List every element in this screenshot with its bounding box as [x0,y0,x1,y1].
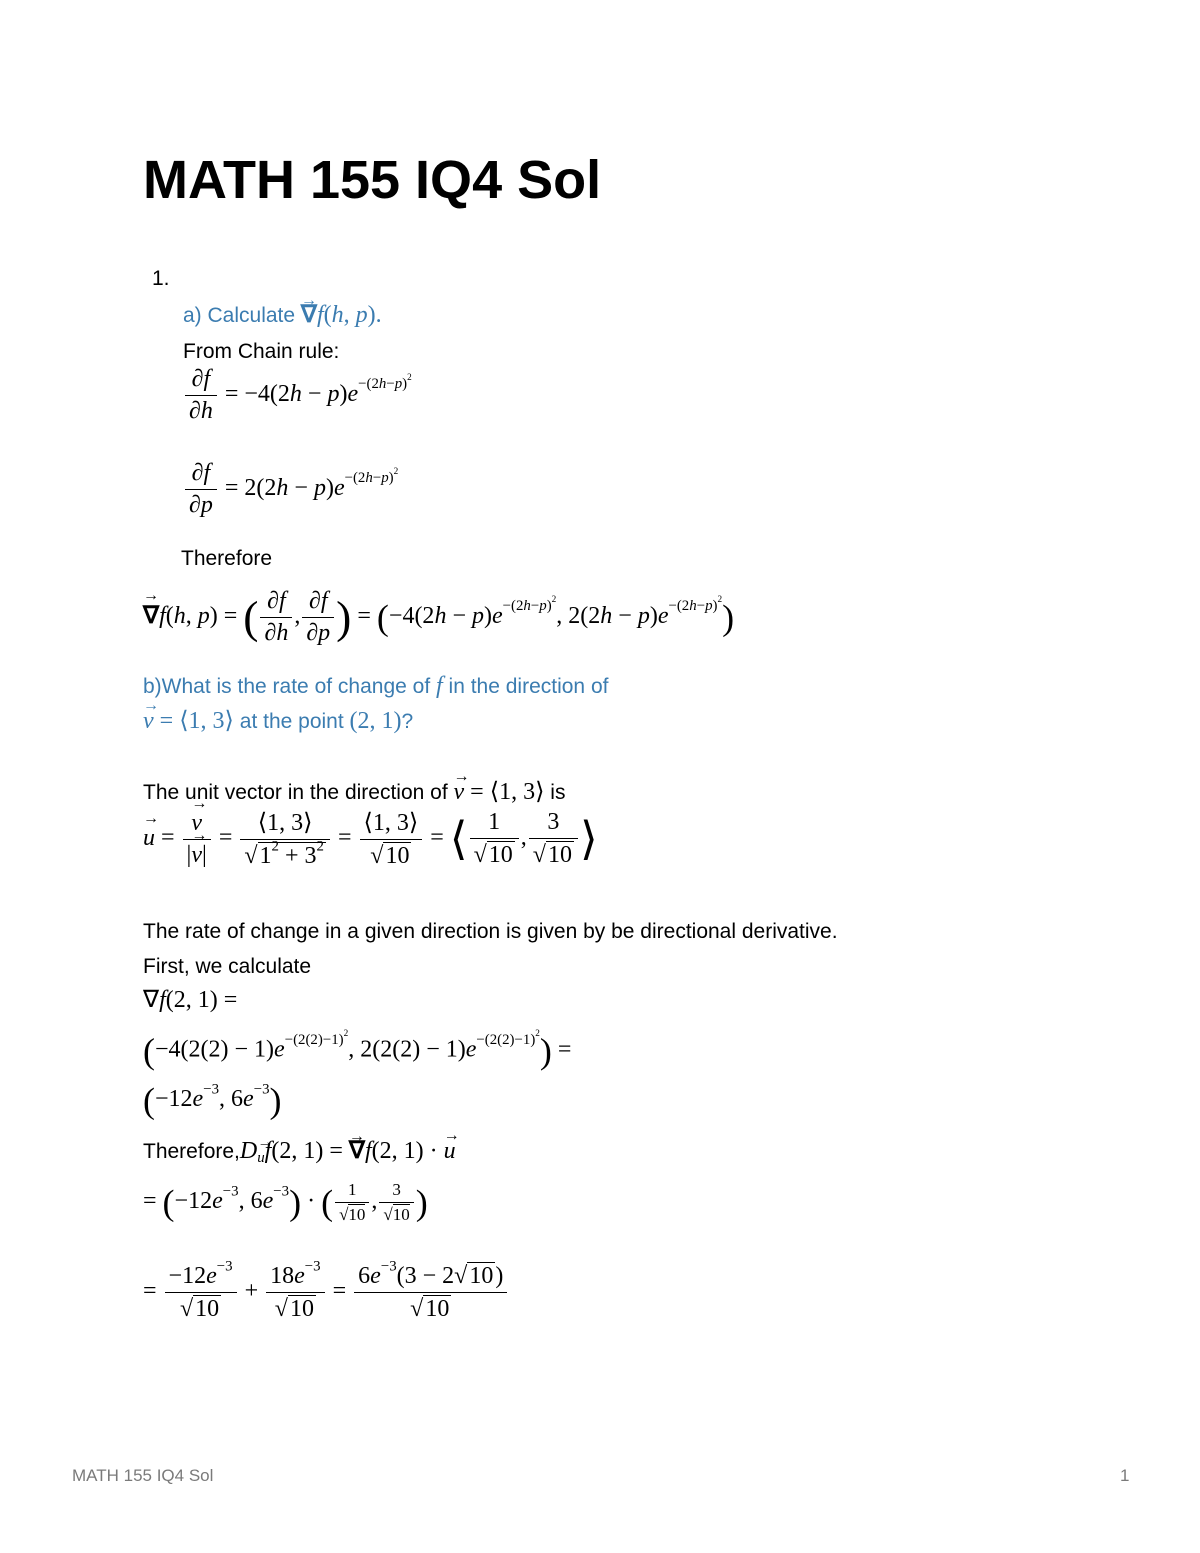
from-chain-rule: From Chain rule: [183,340,340,363]
unit-vector-text: The unit vector in the direction of → v = ⟨1, 3⟩ is [143,779,565,806]
therefore-label-a: Therefore [181,547,273,570]
part-b-label-mid: in the direction of [448,675,609,698]
page-title: MATH 155 IQ4 Sol [143,150,602,210]
part-b-label: b)What is the rate of change of [143,675,431,698]
gradient-at-point-result: ($-12e^{-3}$, $6e^{-3}$) [143,1080,282,1121]
gradient-at-point-header: ∇f(2, 1) = [143,987,238,1013]
part-b-label-point: at the point [239,710,344,733]
therefore-label-b: Therefore, [143,1140,240,1163]
gradient-at-point-expansion: ($-4(2(2) - 1)e^{-(2(2)-1)^2}$, $2(2(2) - 1)e^{-(2(2)-1)^2}$) = [143,1028,572,1071]
footer-title: MATH 155 IQ4 Sol [72,1466,214,1485]
unit-vector-label: The unit vector in the direction of [143,781,448,804]
dot-product-equation: = ($-12e^{-3}$, $6e^{-3}$) · ( $\frac{1}{√10}$ , $\frac{3}{√10}$ ) [143,1180,428,1224]
rate-of-change-text: The rate of change in a given direction is given by be directional derivative. [143,920,838,943]
first-calculate-text: First, we calculate [143,955,312,978]
partial-f-h-equation: $\frac{\partial f}{\partial h}$ = $-4(2h - p)e^{-(2h-p)^2}$ [183,366,412,425]
final-result-equation: = $\frac{-12e^{-3}}{√10}$ + $\frac{18e^{-3}}{√10}$ = $\frac{6e^{-3}(3 - 2√10)}{√10}$ [143,1262,509,1323]
part-a-heading [183,302,382,329]
part-b-heading-line2: → v = ⟨1, 3⟩ at the point (2, 1)? [143,708,413,735]
unit-vector-is: is [550,781,566,804]
question-number: 1. [152,267,170,290]
part-b-heading-line1: b)What is the rate of change of f in the direction of [143,673,609,699]
page-number: 1 [1120,1466,1130,1485]
partial-f-p-equation: $\frac{\partial f}{\partial p}$ = $2(2h - p)e^{-(2h-p)^2}$ [183,460,398,519]
part-a-label: a) Calculate [183,304,296,327]
unit-vector-equation: → u = → $\frac{v}{|\to v|}$ = $\frac{⟨1, 3⟩}{√1^2 + 3^2}$ = $\frac{⟨1, 3⟩}{√10}$ = ⟨ $\frac{1}{√10}$ , $\frac{3}{√10}$ ⟩ [143,808,598,870]
gradient-result-equation: → ∇f(h, p) = ( $\frac{\partial f}{\partial h}$ , $\frac{\partial f}{\partial p}$ ) = ($-4(2h - p)e^{-(2h-p)^2}$, $2(2h - p)e^{-(2h-p)^2}$) [143,588,734,647]
gradient-f-h-p: → ∇f(h, p). [301,302,382,328]
directional-derivative-line: $Therefore,D_uf(2$, 1) = → ∇f(2, 1) · → u [143,1138,456,1165]
